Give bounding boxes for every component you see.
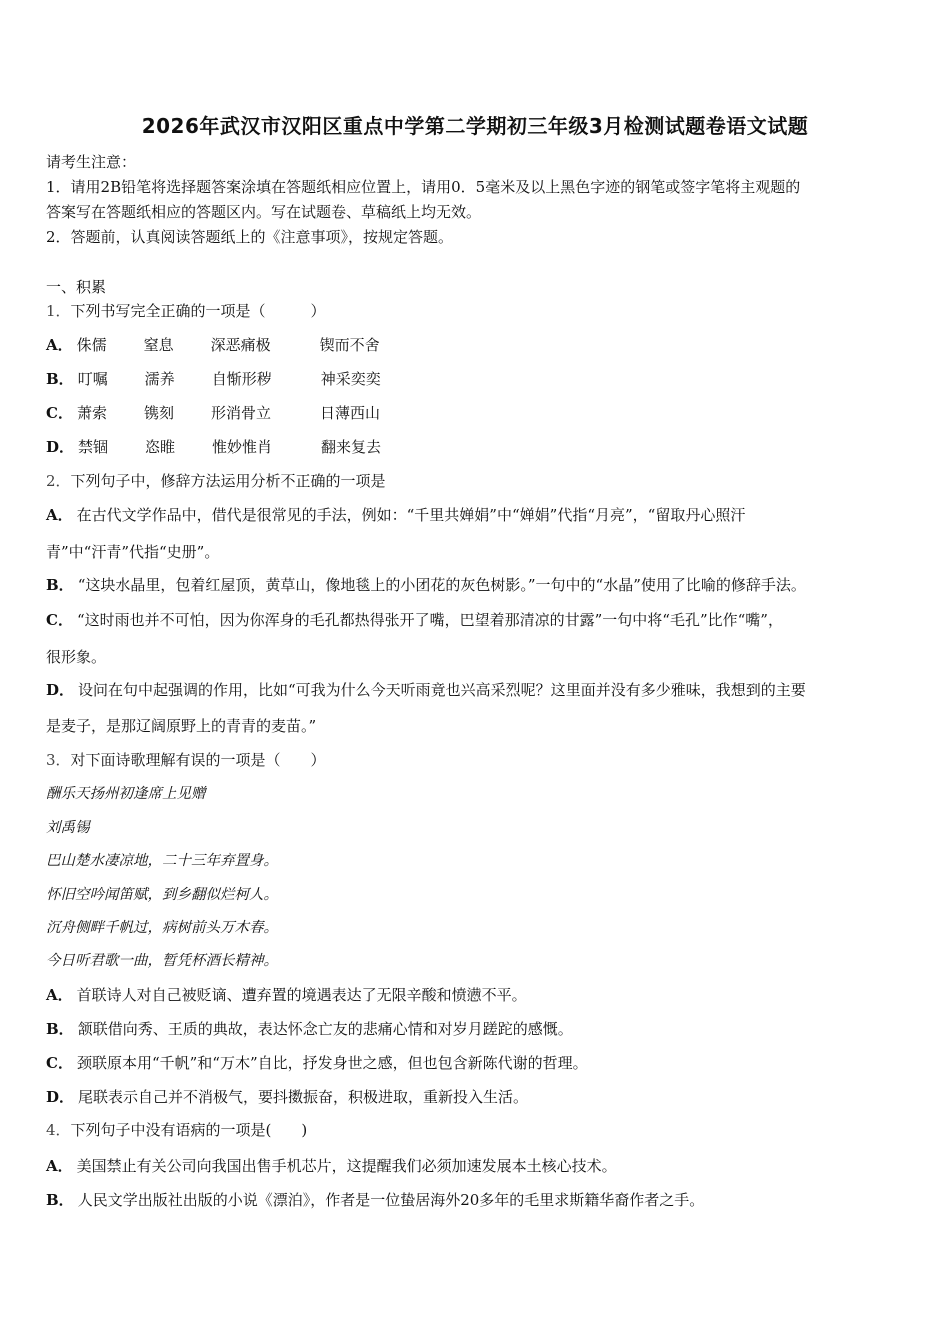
q1-option-d [46,437,381,457]
option-label: A． [46,336,73,354]
question-text: 对下面诗歌理解有误的一项是（ ） [70,751,326,769]
option-word: 镌刻 [143,404,174,422]
poem-line: 巴山楚水凄凉地，二十三年弃置身。 [46,853,278,869]
q1-option-b [46,369,381,389]
question-number: 1． [46,302,71,320]
option-label: B． [46,576,74,594]
question-number: 4． [46,1121,71,1139]
poem-title: 酬乐天扬州初逢席上见赠 [46,786,206,802]
q1-option-a [46,335,380,355]
question-number: 2． [46,472,71,490]
q2-option-c-line-2: 很形象。 [46,648,107,666]
option-text: 尾联表示自己并不消极气，要抖擞振奋，积极进取，重新投入生活。 [78,1088,529,1106]
notice-item-1-line-2: 答案写在答题纸相应的答题区内。写在试题卷、草稿纸上均无效。 [46,203,482,221]
poem-line: 怀旧空吟闻笛赋，到乡翻似烂柯人。 [46,887,278,903]
poem-author: 刘禹锡 [46,820,90,836]
q3-option-a [46,985,527,1005]
notice-heading: 请考生注意： [46,153,137,171]
option-text: 美国禁止有关公司向我国出售手机芯片，这提醒我们必须加速发展本土核心技术。 [76,1157,617,1175]
q2-option-d-line-2: 是麦子，是那辽阔原野上的青青的麦苗。” [46,717,317,735]
option-text: 颔联借向秀、王质的典故，表达怀念亡友的悲痛心情和对岁月蹉跎的感慨。 [77,1020,573,1038]
option-word: 神采奕奕 [320,370,381,388]
question-text: 下列句子中没有语病的一项是( ) [70,1121,308,1139]
question-3-stem [46,750,326,770]
option-text: “这时雨也并不可怕，因为你浑身的毛孔都热得张开了嘴，巴望着那清凉的甘露”一句中将“毛孔”比作“嘴”， [76,611,783,629]
option-word: 萧索 [76,404,107,422]
q4-option-a [46,1156,617,1176]
q3-option-d [46,1087,528,1107]
option-word: 侏儒 [76,336,107,354]
option-word: 恣睢 [145,438,176,456]
option-label: B． [46,1191,74,1209]
option-word: 窒息 [143,336,174,354]
page-title: 2026年武汉市汉阳区重点中学第二学期初三年级3月检测试题卷语文试题 [141,114,809,138]
notice-item-1-line-1: 1．请用2B铅笔将选择题答案涂填在答题纸相应位置上，请用0．5毫米及以上黑色字迹的钢笔或签字笔将主观题的 [46,178,801,196]
option-word: 叮嘱 [77,370,108,388]
question-text: 下列书写完全正确的一项是（ ） [70,302,326,320]
option-label: B． [46,1020,74,1038]
option-label: C． [46,404,73,422]
question-number: 3． [46,751,71,769]
option-word: 日薄西山 [319,404,380,422]
option-label: B． [46,370,74,388]
option-word: 自惭形秽 [211,370,272,388]
option-word: 翻来复去 [321,438,382,456]
option-word: 濡养 [144,370,175,388]
section-heading: 一、积累 [46,278,107,296]
q2-option-a [46,505,745,525]
option-label: D． [46,681,75,699]
poem-line: 沉舟侧畔千帆过，病树前头万木春。 [46,920,278,936]
q2-option-c [46,610,783,630]
poem-line: 今日听君歌一曲，暂凭杯酒长精神。 [46,953,278,969]
q3-option-c [46,1053,588,1073]
option-text: 颈联原本用“千帆”和“万木”自比，抒发身世之感，但也包含新陈代谢的哲理。 [76,1054,588,1072]
q2-option-a-line-2: 青”中“汗青”代指“史册”。 [46,543,220,561]
notice-item-2: 2．答题前，认真阅读答题纸上的《注意事项》，按规定答题。 [46,228,454,246]
option-text: 人民文学出版社出版的小说《漂泊》，作者是一位蛰居海外20多年的毛里求斯籍华裔作者之手。 [77,1191,705,1209]
q1-option-c [46,403,380,423]
option-word: 禁锢 [78,438,109,456]
option-label: D． [46,438,75,456]
option-text: “这块水晶里，包着红屋顶，黄草山，像地毯上的小团花的灰色树影。”一句中的“水晶”使用了比喻的修辞手法。 [77,576,806,594]
question-text: 下列句子中，修辞方法运用分析不正确的一项是 [70,472,386,490]
q2-option-b [46,575,806,595]
q2-option-d [46,680,806,700]
option-label: A． [46,506,73,524]
option-word: 形消骨立 [210,404,271,422]
option-text: 设问在句中起强调的作用，比如“可我为什么今天听雨竟也兴高采烈呢？这里面并没有多少雅味，我想到的主要 [78,681,806,699]
option-label: A． [46,1157,73,1175]
question-2-stem [46,471,386,491]
option-word: 深恶痛极 [210,336,271,354]
option-word: 锲而不舍 [319,336,380,354]
option-text: 首联诗人对自己被贬谪、遭弃置的境遇表达了无限辛酸和愤懑不平。 [76,986,527,1004]
question-1-stem [46,301,326,321]
option-label: C． [46,611,73,629]
option-word: 惟妙惟肖 [212,438,273,456]
q3-option-b [46,1019,573,1039]
option-label: C． [46,1054,73,1072]
option-label: D． [46,1088,75,1106]
option-text: 在古代文学作品中，借代是很常见的手法，例如：“千里共婵娟”中“婵娟”代指“月亮”，“留取丹心照汗 [76,506,746,524]
q4-option-b [46,1190,704,1210]
question-4-stem [46,1120,307,1140]
option-label: A． [46,986,73,1004]
